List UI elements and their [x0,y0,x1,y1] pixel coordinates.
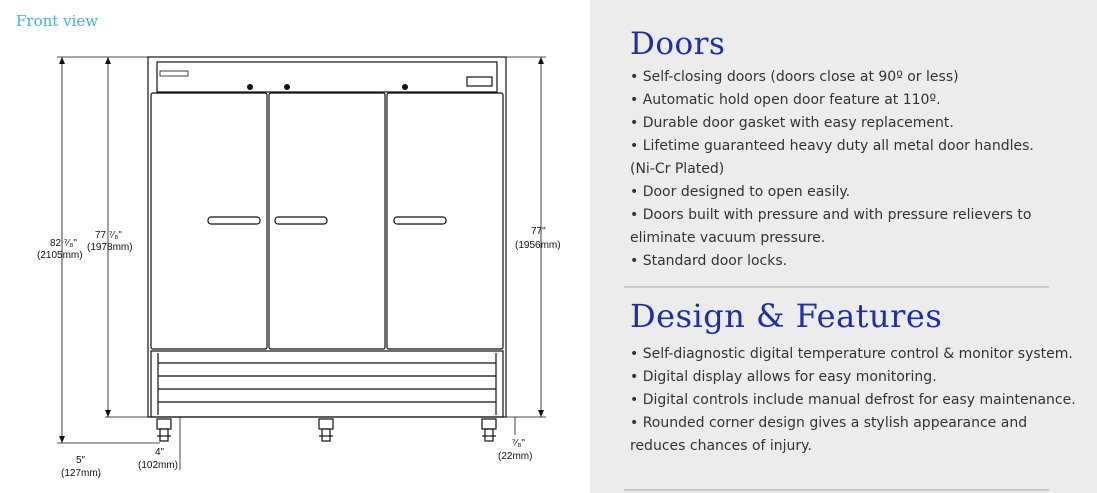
design-heading: Design & Features [630,297,943,335]
door-right [387,93,503,349]
dim-gap: ⁷⁄₈" [512,438,525,449]
list-item: • Doors built with pressure and with pressure relievers to eliminate vacuum pressure. [630,207,1032,246]
dim-caster: 5" [76,455,86,466]
dim-overall-height: 82 ⁷⁄₈" [50,238,77,249]
list-item: • Automatic hold open door feature at 110º. [630,92,941,108]
dim-leg-mm: (102mm) [138,460,179,471]
front-view-title: Front view [16,12,99,30]
list-item: • Self-closing doors (doors close at 90º or less) [630,69,959,85]
list-item: • Digital controls include manual defrost for easy maintenance. [630,392,1076,408]
section-divider [624,286,1049,288]
list-item: • Standard door locks. [630,253,788,269]
design-list [630,343,1080,458]
handle-center [275,217,327,224]
doors-list [630,66,1050,273]
dim-overall-height-mm: (2105mm) [37,250,83,261]
features-panel [590,0,1097,493]
caster-left [157,419,171,441]
handle-left [208,217,260,224]
dim-gap-mm: (22mm) [498,451,533,462]
dim-leg: 4" [155,447,165,458]
dim-right-height: 77" [531,226,546,237]
dim-body-height: 77 ⁷⁄₈" [95,230,122,241]
handle-right [394,217,446,224]
list-item: • Self-diagnostic digital temperature control & monitor system. [630,346,1073,362]
list-item: • Durable door gasket with easy replacement. [630,115,954,131]
dim-caster-mm: (127mm) [61,468,102,479]
dim-right-height-mm: (1956mm) [515,240,561,251]
list-item: • Rounded corner design gives a stylish appearance and reduces chances of injury. [630,415,1028,454]
dim-body-height-mm: (1978mm) [87,242,133,253]
section-divider [624,489,1049,491]
list-item: • Lifetime guaranteed heavy duty all metal door handles. (Ni-Cr Plated) [630,138,1034,177]
list-item: • Digital display allows for easy monitoring. [630,369,937,385]
display-panel [467,77,492,86]
door-left [151,93,267,349]
doors-heading: Doors [630,26,726,62]
caster-right [482,419,496,441]
list-item: • Door designed to open easily. [630,184,851,200]
cabinet-header [157,62,497,92]
bottom-grille [151,351,503,417]
caster-center [319,419,333,441]
brand-logo [160,71,188,76]
